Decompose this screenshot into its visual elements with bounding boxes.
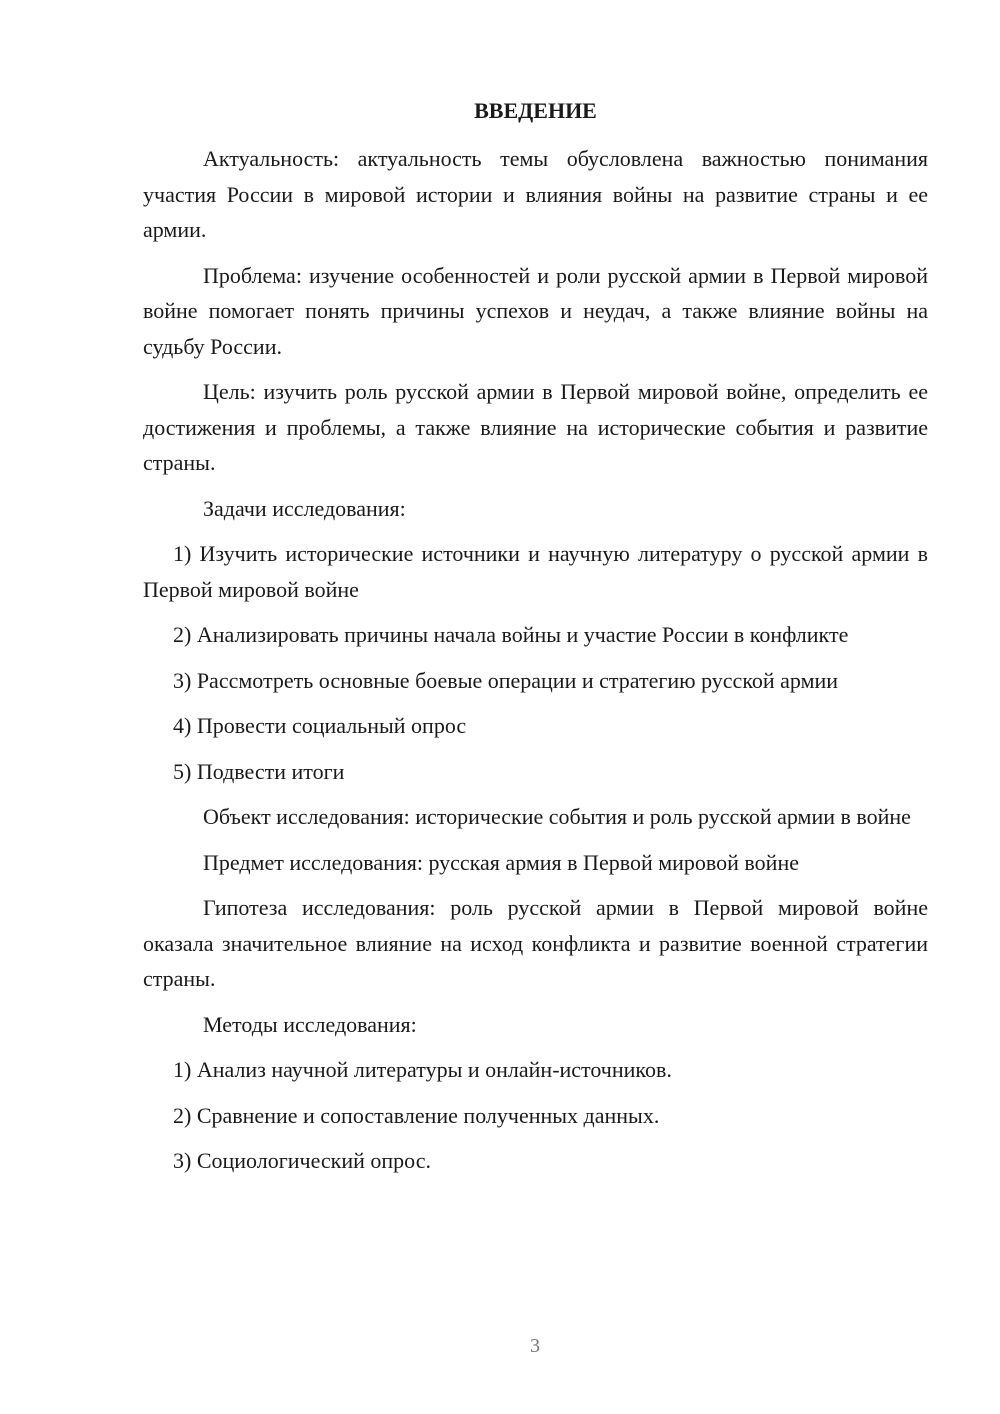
- task-item: 3) Рассмотреть основные боевые операции и стратегию русской армии: [173, 667, 839, 693]
- task-item: 1) Изучить исторические источники и научную литературу о русской армии в Первой мировой войне: [143, 541, 928, 602]
- relevance-paragraph: Актуальность: актуальность темы обусловлена важностью понимания участия России в мировой истории и влияния войны на развитие страны и ее армии.: [143, 146, 928, 242]
- methods-title: Методы исследования:: [203, 1011, 417, 1037]
- problem-paragraph: Проблема: изучение особенностей и роли русской армии в Первой мировой войне помогает понять причины успехов и неудач, а также влияние войны на судьбу России.: [143, 262, 928, 359]
- object-paragraph: Объект исследования: исторические события и роль русской армии в войне: [203, 804, 911, 829]
- section-heading: ВВЕДЕНИЕ: [474, 98, 597, 123]
- task-item: 5) Подвести итоги: [173, 758, 345, 784]
- method-item: 2) Сравнение и сопоставление полученных данных.: [173, 1102, 660, 1128]
- goal-paragraph: Цель: изучить роль русской армии в Первой мировой войне, определить ее достижения и проблемы, а также влияние на исторические события и развитие страны.: [143, 379, 928, 475]
- body-text: [143, 141, 928, 1189]
- hypothesis-paragraph: Гипотеза исследования: роль русской армии в Первой мировой войне оказала значительное влияние на исход конфликта и развитие военной стратегии страны.: [143, 895, 928, 991]
- page-number: 3: [530, 1335, 540, 1357]
- subject-paragraph: Предмет исследования: русская армия в Первой мировой войне: [203, 849, 799, 875]
- tasks-title: Задачи исследования:: [203, 495, 406, 521]
- method-item: 1) Анализ научной литературы и онлайн-источников.: [173, 1057, 672, 1082]
- task-item: 4) Провести социальный опрос: [173, 713, 467, 738]
- task-item: 2) Анализировать причины начала войны и участие России в конфликте: [173, 622, 849, 647]
- method-item: 3) Социологический опрос.: [173, 1148, 431, 1173]
